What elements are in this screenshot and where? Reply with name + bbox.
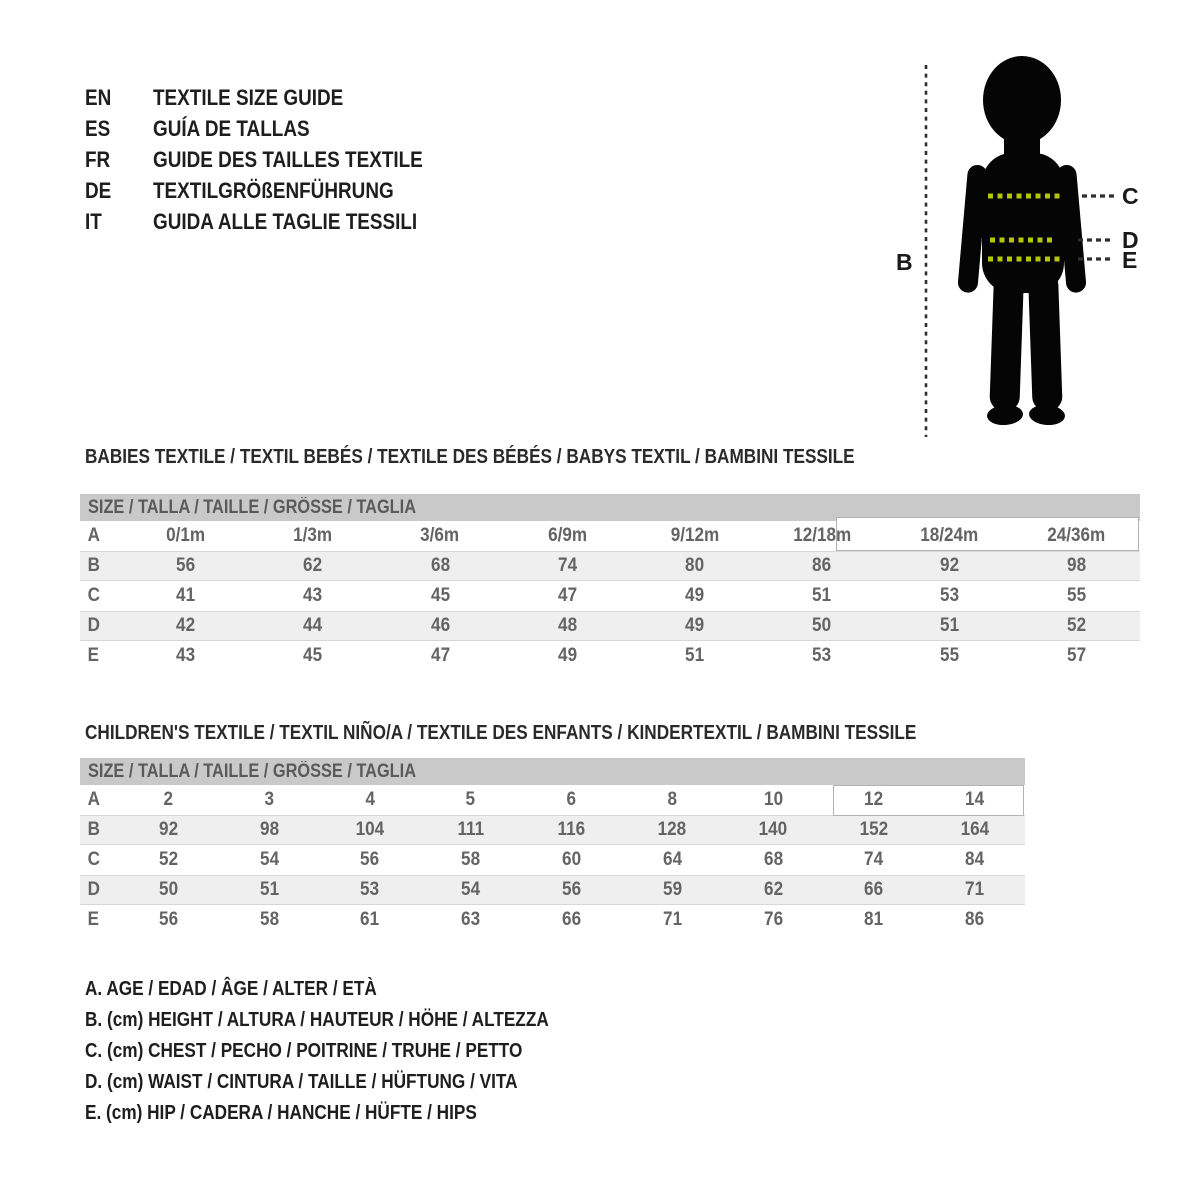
children-selected-size-highlight [833,785,1024,816]
hip-label: E [1122,247,1138,273]
size-value-text: 128 [658,819,687,840]
size-value-text: 12 [864,789,884,810]
size-value [122,585,249,607]
size-value [823,909,924,931]
size-value [521,789,622,811]
size-value [924,849,1025,871]
size-value-text: 164 [960,819,989,840]
language-title-text: GUIDA ALLE TAGLIE TESSILI [153,208,418,234]
size-value [122,555,249,577]
row-label-text: B [87,819,101,840]
language-code [85,85,153,111]
table-row [80,905,1025,935]
children-size-table [80,758,1025,935]
size-value [420,879,521,901]
size-value-text: 49 [685,615,705,636]
size-value [924,909,1025,931]
size-value [823,819,924,841]
size-value [924,879,1025,901]
size-value-text: 5 [465,789,476,810]
size-value-text: 59 [662,879,682,900]
size-value-text: 63 [461,909,481,930]
size-value-text: 86 [965,909,985,930]
size-value [377,645,504,667]
size-value-text: 56 [158,909,178,930]
size-value-text: 62 [303,555,323,576]
size-value-text: 92 [158,819,178,840]
size-value-text: 8 [667,789,678,810]
language-list [85,82,467,237]
size-value-text: 74 [864,849,884,870]
size-value-text: 53 [939,585,959,606]
size-value-text: 68 [763,849,783,870]
legend-row [85,974,624,1005]
row-label [80,645,122,667]
size-value [622,879,723,901]
size-value-text: 52 [158,849,178,870]
size-value [886,585,1013,607]
language-row [85,113,467,144]
row-label [80,879,118,901]
row-label-text: E [87,909,100,930]
language-code-text: ES [85,115,111,141]
size-value-text: 56 [176,555,196,576]
size-value-text: 12/18m [792,525,851,546]
row-label [80,789,118,811]
size-value-text: 49 [685,585,705,606]
size-value [723,879,824,901]
language-title [153,209,460,235]
size-value-text: 50 [812,615,832,636]
size-value-text: 74 [557,555,577,576]
language-code [85,116,153,142]
size-value [122,615,249,637]
size-value [631,645,758,667]
size-value [521,849,622,871]
language-row [85,82,467,113]
size-value [118,789,219,811]
size-value [758,555,885,577]
measurement-legend [85,974,624,1129]
size-value-text: 51 [939,615,959,636]
size-value-text: 66 [864,879,884,900]
size-value [631,615,758,637]
size-value [219,879,320,901]
size-header-text: SIZE / TALLA / TAILLE / GRÖSSE / TAGLIA [88,760,417,782]
legend-row [85,1036,624,1067]
language-title-text: GUIDE DES TAILLES TEXTILE [153,146,423,172]
size-value [622,849,723,871]
size-value-text: 52 [1066,615,1086,636]
size-value-text: 9/12m [670,525,719,546]
size-value-text: 104 [355,819,385,840]
size-value [823,849,924,871]
size-value [249,585,376,607]
size-value [219,819,320,841]
size-value-text: 48 [557,615,577,636]
size-value [886,615,1013,637]
size-value [377,585,504,607]
size-value-text: 42 [176,615,196,636]
size-value-text: 58 [259,909,279,930]
row-label [80,909,118,931]
size-value-text: 41 [176,585,196,606]
size-value-text: 58 [461,849,481,870]
row-label [80,525,122,547]
row-label-text: C [87,585,101,606]
size-value [1013,585,1140,607]
size-value [118,879,219,901]
language-title-text: GUÍA DE TALLAS [153,115,310,141]
size-value-text: 51 [812,585,832,606]
size-value [521,879,622,901]
language-title-text: TEXTILE SIZE GUIDE [153,84,344,110]
size-value [886,555,1013,577]
size-value-text: 6/9m [547,525,587,546]
size-value [377,615,504,637]
size-value-text: 6 [566,789,577,810]
language-code [85,209,153,235]
row-label [80,555,122,577]
size-value [924,819,1025,841]
legend-row-text: D. (cm) WAIST / CINTURA / TAILLE / HÜFTUNG / VITA [85,1071,518,1093]
size-value [219,789,320,811]
size-value [1013,555,1140,577]
size-value [420,789,521,811]
row-label [80,849,118,871]
legend-row [85,1098,624,1129]
size-value [320,879,421,901]
language-row [85,206,467,237]
child-silhouette-figure [888,53,1140,443]
legend-row-text: E. (cm) HIP / CADERA / HANCHE / HÜFTE / HIPS [85,1102,477,1124]
size-value-text: 53 [360,879,380,900]
size-value-text: 71 [662,909,682,930]
row-label-text: B [87,555,101,576]
language-title [153,147,467,173]
size-value-text: 46 [430,615,450,636]
row-label-text: A [87,525,101,546]
size-value [622,909,723,931]
size-value-text: 55 [1066,585,1086,606]
chest-label: C [1122,183,1139,209]
size-value-text: 45 [303,645,323,666]
size-value-text: 10 [763,789,783,810]
size-value-text: 80 [685,555,705,576]
size-value [122,645,249,667]
children-heading-text: CHILDREN'S TEXTILE / TEXTIL NIÑO/A / TEXTILE DES ENFANTS / KINDERTEXTIL / BAMBINI TESSILE [85,722,917,744]
size-value-text: 64 [662,849,682,870]
size-value-text: 140 [758,819,788,840]
size-value [118,849,219,871]
size-value [219,909,320,931]
legend-row [85,1005,624,1036]
size-value [723,789,824,811]
row-label [80,585,122,607]
row-label [80,615,122,637]
size-value [504,645,631,667]
row-label-text: E [87,645,100,666]
size-value-text: 45 [430,585,450,606]
size-value [320,819,421,841]
size-value-text: 56 [360,849,380,870]
size-value-text: 3 [264,789,274,810]
size-value [320,789,421,811]
size-value-text: 14 [965,789,985,810]
size-value-text: 56 [561,879,582,900]
size-value [249,615,376,637]
size-value-text: 51 [685,645,705,666]
size-value-text: 2 [163,789,174,810]
size-value-text: 43 [303,585,323,606]
legend-row-text: C. (cm) CHEST / PECHO / POITRINE / TRUHE / PETTO [85,1040,523,1062]
size-value-text: 47 [557,585,577,606]
language-code [85,147,153,173]
size-value [1013,615,1140,637]
size-value-text: 71 [965,879,985,900]
size-value [631,555,758,577]
language-code [85,178,153,204]
size-value-text: 57 [1066,645,1086,666]
size-value-text: 61 [360,909,380,930]
size-value [420,849,521,871]
table-row [80,641,1140,671]
table-row [80,551,1140,581]
size-value [320,849,421,871]
size-value [249,525,376,547]
table-row [80,611,1140,641]
size-value [249,645,376,667]
row-label-text: C [87,849,101,870]
size-value [823,879,924,901]
table-row [80,875,1025,905]
size-value-text: 62 [763,879,783,900]
language-row [85,175,467,206]
size-value-text: 51 [259,879,279,900]
size-value-text: 152 [859,819,889,840]
language-code-text: IT [85,208,102,234]
size-value [886,645,1013,667]
size-value [631,525,758,547]
size-value-text: 66 [561,909,582,930]
size-value [122,525,249,547]
size-value [118,819,219,841]
size-value [377,525,504,547]
size-value [622,789,723,811]
language-row [85,144,467,175]
size-header-text: SIZE / TALLA / TAILLE / GRÖSSE / TAGLIA [88,496,417,518]
size-value-text: 92 [939,555,959,576]
language-code-text: FR [85,146,111,172]
size-value [504,585,631,607]
row-label-text: D [87,879,101,900]
size-value [521,909,622,931]
size-value [723,819,824,841]
children-section-heading [85,722,1052,745]
legend-row-text: B. (cm) HEIGHT / ALTURA / HAUTEUR / HÖHE / ALTEZZA [85,1009,549,1031]
legend-row [85,1067,624,1098]
size-value-text: 1/3m [293,525,333,546]
row-label-text: A [87,789,101,810]
size-value-text: 3/6m [420,525,460,546]
language-title [153,116,335,142]
size-value-text: 43 [176,645,196,666]
children-table-header [80,758,1025,785]
size-value [758,615,885,637]
size-value-text: 98 [259,819,279,840]
size-value [219,849,320,871]
size-value [377,555,504,577]
size-value [320,909,421,931]
language-title [153,178,433,204]
babies-size-table [80,494,1140,671]
size-value-text: 49 [557,645,577,666]
size-value [723,909,824,931]
size-value [420,819,521,841]
size-value-text: 18/24m [920,525,979,546]
babies-section-heading [85,446,980,469]
size-value-text: 54 [461,879,481,900]
size-value-text: 54 [259,849,279,870]
size-value [504,525,631,547]
legend-row-text: A. AGE / EDAD / ÂGE / ALTER / ETÀ [85,978,377,1000]
size-value-text: 84 [965,849,985,870]
size-value-text: 47 [430,645,450,666]
waist-label: D [1122,227,1139,253]
size-value-text: 55 [939,645,959,666]
size-value-text: 50 [158,879,178,900]
size-value-text: 53 [812,645,832,666]
size-value-text: 98 [1066,555,1086,576]
babies-heading-text: BABIES TEXTILE / TEXTIL BEBÉS / TEXTILE DES BÉBÉS / BABYS TEXTIL / BAMBINI TESSILE [85,446,855,468]
size-value [622,819,723,841]
size-value-text: 111 [457,819,485,840]
size-value [1013,645,1140,667]
size-value [758,645,885,667]
size-value [521,819,622,841]
row-label-text: D [87,615,101,636]
size-value-text: 81 [864,909,884,930]
size-value-text: 60 [561,849,582,870]
language-title-text: TEXTILGRÖßENFÜHRUNG [153,177,394,203]
height-label: B [896,249,913,275]
size-value [723,849,824,871]
size-value-text: 24/36m [1047,525,1106,546]
language-code-text: EN [85,84,112,110]
row-label [80,819,118,841]
size-value-text: 116 [557,819,586,840]
size-value-text: 0/1m [166,525,206,546]
size-value-text: 86 [812,555,832,576]
table-row [80,845,1025,875]
size-value [504,615,631,637]
size-value-text: 68 [430,555,450,576]
size-value [420,909,521,931]
size-value [504,555,631,577]
size-value [118,909,219,931]
language-code-text: DE [85,177,112,203]
table-row [80,815,1025,845]
size-value [249,555,376,577]
size-value-text: 4 [365,789,375,810]
size-value-text: 44 [303,615,323,636]
size-value [631,585,758,607]
size-value [758,585,885,607]
table-row [80,581,1140,611]
language-title [153,85,374,111]
size-value-text: 76 [763,909,783,930]
